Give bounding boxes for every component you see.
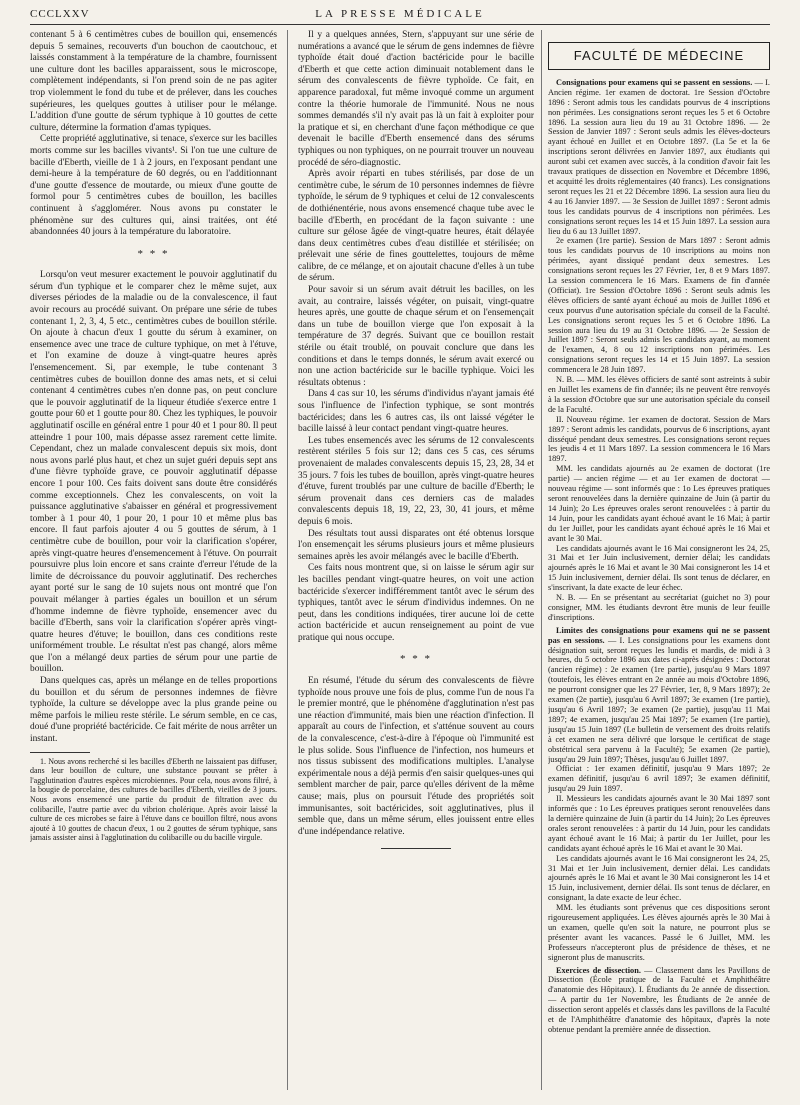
page-number: CCCLXXV xyxy=(30,8,90,20)
paragraph: Cette propriété agglutinative, si tenace, s'exerce sur les bacilles morts comme sur les bacilles vivants¹. Si l'on tue une culture de bacille d'Eberth, vieille de 1 à 2 jours, en l'exposant pendant une demi-heure à la température de 60 degrés, ou en l'additionnant d'une goutte d'essence de moutarde, ou mieux d'une goutte de formol pour 5 centimètres cubes de bouillon, les bacilles continuent à s'agglomérer. Nous avons pu constater le phénomène sur des cultures qui, ainsi traitées, ont été abandonnées 40 jours à la température du laboratoire. xyxy=(30,134,277,238)
column-divider xyxy=(287,30,288,1090)
announcement-text: Officiat : 1er examen définitif, jusqu'au 9 Mars 1897; 2e examen définitif, jusqu'au 6 avril 1897; 3e examen définitif, jusqu'au 29 Juin 1897. xyxy=(548,764,770,794)
paragraph: Après avoir réparti en tubes stérilisés, par dose de un centimètre cube, le sérum de 10 personnes indemnes de fièvre typhoïde, le sérum de 9 typhiques et celui de 12 convalescents de dothiénentérie, nous avons ensemencé chaque tube avec le bacille d'Eberth, en procédant de la façon suivante : une culture sur gélose âgée de vingt-quatre heures, était délayée dans deux centimètres cubes d'eau distillée et stérilisée; on prélevait une série de fines gouttelettes, toujours de même calibre, de ce mélange, et on ajoutait chacune d'elles à un tube de sérum. xyxy=(298,169,534,284)
announcement-lead: Exercices de dissection. xyxy=(556,965,641,975)
announcement-paragraph xyxy=(548,464,770,543)
announcement-paragraph xyxy=(548,78,770,237)
paragraph: Dans 4 cas sur 10, les sérums d'individus n'ayant jamais été sous l'influence de l'infection typhique, se sont montrés bactéricides; dans les 6 autres cas, ils ont laissé végéter le bacille laissé à leur contact pendant vingt-quatre heures. xyxy=(298,389,534,435)
announcement-paragraph xyxy=(548,375,770,415)
section-heading: FACULTÉ DE MÉDECINE xyxy=(548,42,770,70)
journal-title: LA PRESSE MÉDICALE xyxy=(315,8,485,20)
paragraph: Lorsqu'on veut mesurer exactement le pouvoir agglutinatif du sérum d'un typhique et le comparer chez le même sujet, aux diverses périodes de la maladie ou de la convalescence, il faut avoir recours au procédé suivant. On prépare une série de tubes contenant 1, 2, 3, 4, 5 etc., centimètres cubes de bouillon stérile. On ajoute à chacun d'eux 1 goutte du sérum à examiner, on ensemence avec une trace de culture typhique, on met à l'étuve, et l'on examine de douze à vingt-quatre heures après l'ensemencement. Si, par exemple, le tube contenant 3 centimètres cubes de bouillon donne des amas nets, et si celui contenant 4 centimètres cubes n'en donne pas, on peut conclure que le pouvoir agglutinatif de la liqueur étudiée s'exerce entre 1 goutte pour 60 et 1 goutte pour 80. Chez les typhiques, le pouvoir agglutinatif oscille en général entre 1 pour 40 et 1 pour 80. Il peut atteindre 1 pour 100, mais dépasse assez rarement cette limite. Cependant, chez un malade convalescent depuis six mois, dont nous avons parlé plus haut, et chez un sujet guéri depuis sept ans d'une fièvre typhoïde grave, ce pouvoir agglutinatif dépasse encore 1 pour 100. Ces faits doivent sans doute être considérés comme exceptionnels. Chez les convalescents, on voit la puissance agglutinative s'abaisser en général et progressivement tomber à 1 pour 40, 1 pour 20, 1 pour 10 et même plus bas encore. Il faut parfois ajouter 4 ou 5 gouttes de sérum, à 1 centimètre cube de bouillon, pour voir la clarification s'opérer, après vingt-quatre heures d'ensemencement à l'étuve. On pourrait poursuivre plus loin encore et sans crainte d'erreur l'étude de la limite de décroissance du pouvoir agglutinatif. Des recherches ayant porté sur le sang de 10 sujets nous ont montré que l'on pouvait mélanger à parties égales un bouillon et un sérum d'homme indemne de fièvre typhoïde, ensemencer avec du bacille d'Eberth, sans voir la clarification s'opérer après vingt-quatre heures d'étuve; le bouillon, dans ces conditions reste uniformément trouble. Le résultat n'est pas changé, alors même que l'on a mélangé deux parties de sérum pour une partie de bouillon. xyxy=(30,270,277,675)
announcement-paragraph xyxy=(548,854,770,904)
announcement-text: II. Nouveau régime. 1er examen de doctorat. Session de Mars 1897 : Seront admis les candidats, pourvus de 6 inscriptions, ayant disséqué pendant deux semestres. Les consignations seront reçues les jeudis 4 et 11 Mars 1897. La session commencera le 16 Mars 1897. xyxy=(548,414,770,464)
column-1 xyxy=(30,30,277,1090)
announcement-paragraph xyxy=(548,236,770,375)
announcement-paragraph xyxy=(548,903,770,962)
column-3 xyxy=(548,30,770,1090)
end-rule xyxy=(381,848,451,849)
header-rule xyxy=(30,24,770,25)
footnote: 1. Nous avons recherché si les bacilles d'Eberth ne laissaient pas diffuser, dans leur bouillon de culture, une substance pouvant se prêter à l'agglutination d'autres espèces microbiennes. Pour cela, nous avons filtré, à la bougie de porcelaine, des cultures de bacilles d'Eberth, vieilles de 3 jours. Nous avons ensemencé une partie du produit de filtration avec du colibacille, l'autre partie avec du vibrion cholérique. Après avoir laissé la culture de ces microbes se faire à l'étuve dans ce bouillon filtré, nous avons ajouté à 10 gouttes de chacun d'eux, 1 ou 2 gouttes de sérum typhique, sans jamais assister ainsi à l'agglutination du colibacille ou du bacille virgule. xyxy=(30,756,277,843)
announcement-paragraph xyxy=(548,966,770,1035)
paragraph: contenant 5 à 6 centimètres cubes de bouillon qui, ensemencés depuis 5 semaines, recouverts d'un bouchon de caoutchouc, et laissés constamment à la température de la chambre, fournissent une culture dont les bacilles apparaissent, sous le microscope, complètement indépendants, si l'on prend soin de ne pas agiter trop violemment le fond du tube et de prélever, dans les couches supérieures, les quelques gouttes à utiliser pour le mélange. L'addition d'une goutte de sérum typhique à 10 gouttes de cette culture, détermine la formation d'amas typiques. xyxy=(30,30,277,133)
paragraph: Des résultats tout aussi disparates ont été obtenus lorsque l'on ensemençait les sérums plusieurs jours et même plusieurs semaines après les avoir mélangés avec le bacille d'Eberth. xyxy=(298,528,534,562)
announcement-lead: Limites des consignations pour examens qui ne se passent pas en sessions. xyxy=(548,625,770,645)
announcement-text: — I. Les consignations pour les examens dont désignation suit, seront reçues les lundis et mardis, de midi à 3 heures, du 5 octobre 1896 aux dates ci-après désignées : Doctorat (ancien régime) : 2e examen (1re partie), jusqu'au 9 Mars 1897 (toutefois, les élèves entrant en 2e année au mois d'Octobre 1896, ne pourront consigner que les 27 Février, 1er, 8, 9 Mars 1897); 2e examen (2e partie), jusqu'au 6 Avril 1897; 3e examen (1re partie), jusqu'au 6 Avril 1897; 3e examen (2e partie), jusqu'au 11 Mai 1897; 4e examen, jusqu'au 25 Mai 1897; 5e examen (1re partie), jusqu'au 15 Juin 1897 (Le bulletin de versement des droits relatifs à cet examen ne sera délivré que lorsque le certificat de stage obstétrical sera parvenu à la Faculté); 5e examen (2e partie), jusqu'au 29 Juin 1897; Thèses, jusqu'au 6 Juillet 1897. xyxy=(548,635,770,764)
page-header xyxy=(30,6,770,26)
announcement-text: MM. les étudiants sont prévenus que ces dispositions seront rigoureusement appliquées. Les élèves ajournés après le 30 Mai à un examen, quelle qu'en soit la nature, ne pourront plus se présenter avant les vacances. Passé le 6 Juillet, MM. les Professeurs n'accepteront plus de présidence de thèses, et ne signeront plus de manuscrits. xyxy=(548,903,770,962)
announcement-paragraph xyxy=(548,544,770,594)
announcement-paragraph xyxy=(548,415,770,465)
column-divider xyxy=(541,30,542,1090)
paragraph: Ces faits nous montrent que, si on laisse le sérum agir sur les bacilles pendant vingt-quatre heures, on voit une action bactéricide s'exercer indifféremment tantôt avec le sérum des typhiques, tantôt avec le sérum d'individus indemnes. On ne peut, dans les conditions indiquées, tirer aucune loi de cette action bactéricide et aucun renseignement au point de vue pratique qui nous occupe. xyxy=(298,563,534,643)
announcement-paragraph xyxy=(548,794,770,853)
paragraph: Il y a quelques années, Stern, s'appuyant sur une série de numérations a avancé que le sérum de gens indemnes de fièvre typhoïde était doué d'action bactéricide pour le bacille d'Eberth et que cette action diminuait notablement dans le sérum des convalescents de fièvre typhoïde. Ce fait, en apparence paradoxal, fut même invoqué comme un argument contre la théorie humorale de l'immunité. Nous ne nous sommes demandés s'il n'y avait pas là un fait à exploiter pour la pratique et si, en cherchant d'une façon méthodique ce que devenait le bacille d'Eberth ensemencé dans des sérums typhiques ou non typhiques, on ne pourrait trouver un nouveau procédé de séro-diagnostic. xyxy=(298,30,534,168)
announcement-text: 2e examen (1re partie). Session de Mars 1897 : Seront admis tous les candidats pourvus de 10 inscriptions au moins non périmées, ayant dissiqué pendant deux semestres. Les consignations seront reçues les 27 Février, 1er, 8 et 9 Mars 1897. La session commencera le 16 Mars. Examens de fin d'année (Officiat). 1re Session d'Octobre 1896 : Seront seuls admis les élèves officiers de santé ayant échoué au mois de Juillet 1896 et ceux pourvus d'une autorisation spéciale du conseil de la Faculté. Les consignations seront reçues les 5 et 6 Octobre 1896. La session aura lieu du 19 au 31 Octobre 1896. — 2e Session de Juillet 1897 : Seront seuls admis les candidats ayant, au moment de l'examen, 4, 8 ou 12 inscriptions non périmées. Les consignations seront reçues les 14 et 15 Juin 1897. La session commencera le 28 Juin 1897. xyxy=(548,236,770,375)
section-separator: * * * xyxy=(137,247,170,260)
announcement-text: — Classement dans les Pavillons de Dissection (École pratique de la Faculté et Amphithéâtre d'anatomie des Hôpitaux). I. Étudiants du 2e année de dissection. — A partir du 1er Novembre, les Étudiants de 2e année de dissection seront appelés et classés dans les pavillons de la Faculté et de l'Amphithéâtre d'anatomie des hôpitaux, d'après la note obtenue pendant la première année de dissection. xyxy=(548,965,770,1034)
announcement-text: MM. les candidats ajournés au 2e examen de doctorat (1re partie) — ancien régime — et au 1er examen de doctorat — nouveau régime — sont informés que : 1o Les épreuves pratiques seront renouvelées dans la dernière quinzaine de Juin (à partir du 14 Juin); 2o Les épreuves orales seront renouvelées : à partir du 14 Juin, pour les candidats ayant échoué avant le 16 Mai; à partir du 1er Juillet, pour les candidats ayant échoué après le 16 Mai et avant le 30 Mai. xyxy=(548,464,770,543)
announcement-text: II. Messieurs les candidats ajournés avant le 30 Mai 1897 sont informés que : 1o Les épreuves pratiques seront renouvelées dans la dernière quinzaine de Juin (à partir du 14 Juin); 2o Les épreuves orales seront renouvelées : à partir du 14 Juin, pour les candidats ayant échoué avant le 16 Mai; à partir du 1er Juillet, pour les candidats ayant échoué après le 16 Mai et avant le 30 Mai. xyxy=(548,794,770,853)
announcement-text: N. B. — En se présentant au secrétariat (guichet no 3) pour consigner, MM. les étudiants devront être munis de leur feuille d'inscriptions. xyxy=(548,593,770,622)
announcement-text: Les candidats ajournés avant le 16 Mai consigneront les 24, 25, 31 Mai et 1er Juin inclusivement, dernier délai; les candidats ajournés après le 16 Mai et avant le 30 Mai consigneront les 14 et 15 Juin inclusivement, dernier délai. Ils sont tenus de déclarer, en s'inscrivant, la date exacte de leur échec. xyxy=(548,543,770,593)
announcement-lead: Consignations pour examens qui se passent en sessions. xyxy=(556,77,753,87)
column-2 xyxy=(298,30,534,1090)
announcement-text: Les candidats ajournés avant le 16 Mai consigneront les 24, 25, 31 Mai et 1er Juin inclusivement, dernier délai. Les candidats ajournés après le 16 Mai et avant le 30 Mai consigneront les 14 et 15 Juin, inclusivement, dernier délai. Ils sont tenus de déclarer, en consignant, la date exacte de leur échec. xyxy=(548,853,770,903)
announcement-text: N. B. — MM. les élèves officiers de santé sont astreints à subir en Juillet les examens de fin d'année; ils ne peuvent être renvoyés à la session d'Octobre que sur une autorisation spéciale du conseil de la Faculté. xyxy=(548,375,770,414)
announcement-list xyxy=(548,78,770,1035)
announcement-paragraph xyxy=(548,593,770,623)
footnote-rule xyxy=(30,752,90,753)
paragraph: En résumé, l'étude du sérum des convalescents de fièvre typhoïde nous prouve une fois de plus, comme l'un de nous l'a le premier montré, que le phénomène d'agglutination n'est pas une réaction d'immunité, mais bien une réaction d'infection. Il apparaît au cours de l'infection, et s'atténue souvent au cours de la convalescence, c'est-à-dire à l'époque où l'immunité est le plus solide. Sous l'influence de l'infection, nos humeurs et nos tissus subissent des modifications multiples. L'analyse expérimentale nous a déjà permis d'en saisir quelques-unes qui semblent marcher de pair, parce qu'elles dérivent de la même cause; mais, plus on poursuit l'étude des propriétés soit immunisantes, soit bactéricides, soit agglutinatives, plus il semble que, dans un même sérum, elles jouissent entre elles d'une indépendance relative. xyxy=(298,676,534,837)
announcement-text: — I. Ancien régime. 1er examen de doctorat. 1re Session d'Octobre 1896 : Seront admis tous les candidats pourvus de 4 inscriptions non périmées. Les consignations seront reçues les 5 et 6 Octobre 1896. La session aura lieu du 19 au 31 Octobre 1896. — 2e Session de Janvier 1897 : Seront seuls admis les élèves-docteurs ayant échoué en Juillet et en Octobre 1897. (La 5e et la 6e inscriptions seront délivrées en Janvier 1897, aux étudiants qui auront subi cet examen avec succès, à la condition d'avoir fait les travaux pratiques de dissection en Novembre et Décembre 1896, et acquitté les droits réglementaires (40 francs). Les consignations seront reçues les 21 et 22 Décembre 1896. La session aura lieu du 4 au 16 Janvier 1897. — 3e Session de Juillet 1897 : Seront admis tous les candidats pourvus de 4 inscriptions non périmées. Les consignations seront reçues les 14 et 15 Juin 1897. La session aura lieu du 6 au 13 Juillet 1897. xyxy=(548,77,770,236)
announcement-paragraph xyxy=(548,764,770,794)
announcement-paragraph xyxy=(548,626,770,765)
section-separator: * * * xyxy=(400,653,432,666)
paragraph: Les tubes ensemencés avec les sérums de 12 convalescents restèrent stériles 5 fois sur 12; dans ces 5 cas, ces sérums provenaient de malades convalescents depuis 15, 23, 28, 34 et 35 jours. 7 fois les tubes de bouillon, après vingt-quatre heures d'étuve, furent troublés par une culture de bacille d'Eberth; le sérum provenait dans ces derniers cas de malades convalescents depuis 18, 19, 22, 23, 30, 41 jours, et même depuis 6 mois. xyxy=(298,435,534,527)
paragraph: Pour savoir si un sérum avait détruit les bacilles, on les avait, au contraire, laissés végéter, on puisait, vingt-quatre heures après, une goutte de chaque sérum et on l'ensemençait dans un tube de bouillon vierge que l'on exposait à la température de 37 degrés. Suivant que ce bouillon restait stérile ou était troublé, on pouvait conclure que dans les conditions et dans le temps donnés, le sérum avait exercé ou non une action bactéricide sur le bacille typhique. Voici les résultats obtenus : xyxy=(298,285,534,388)
paragraph: Dans quelques cas, après un mélange en de telles proportions du bouillon et du sérum de personnes indemnes de fièvre typhoïde, la culture se développe avec la plus grande peine ou même parfois le milieu reste stérile. Le sérum semble, en ce cas, doué d'une propriété bactéricide. Ce fait mérite de nous arrêter un instant. xyxy=(30,676,277,745)
